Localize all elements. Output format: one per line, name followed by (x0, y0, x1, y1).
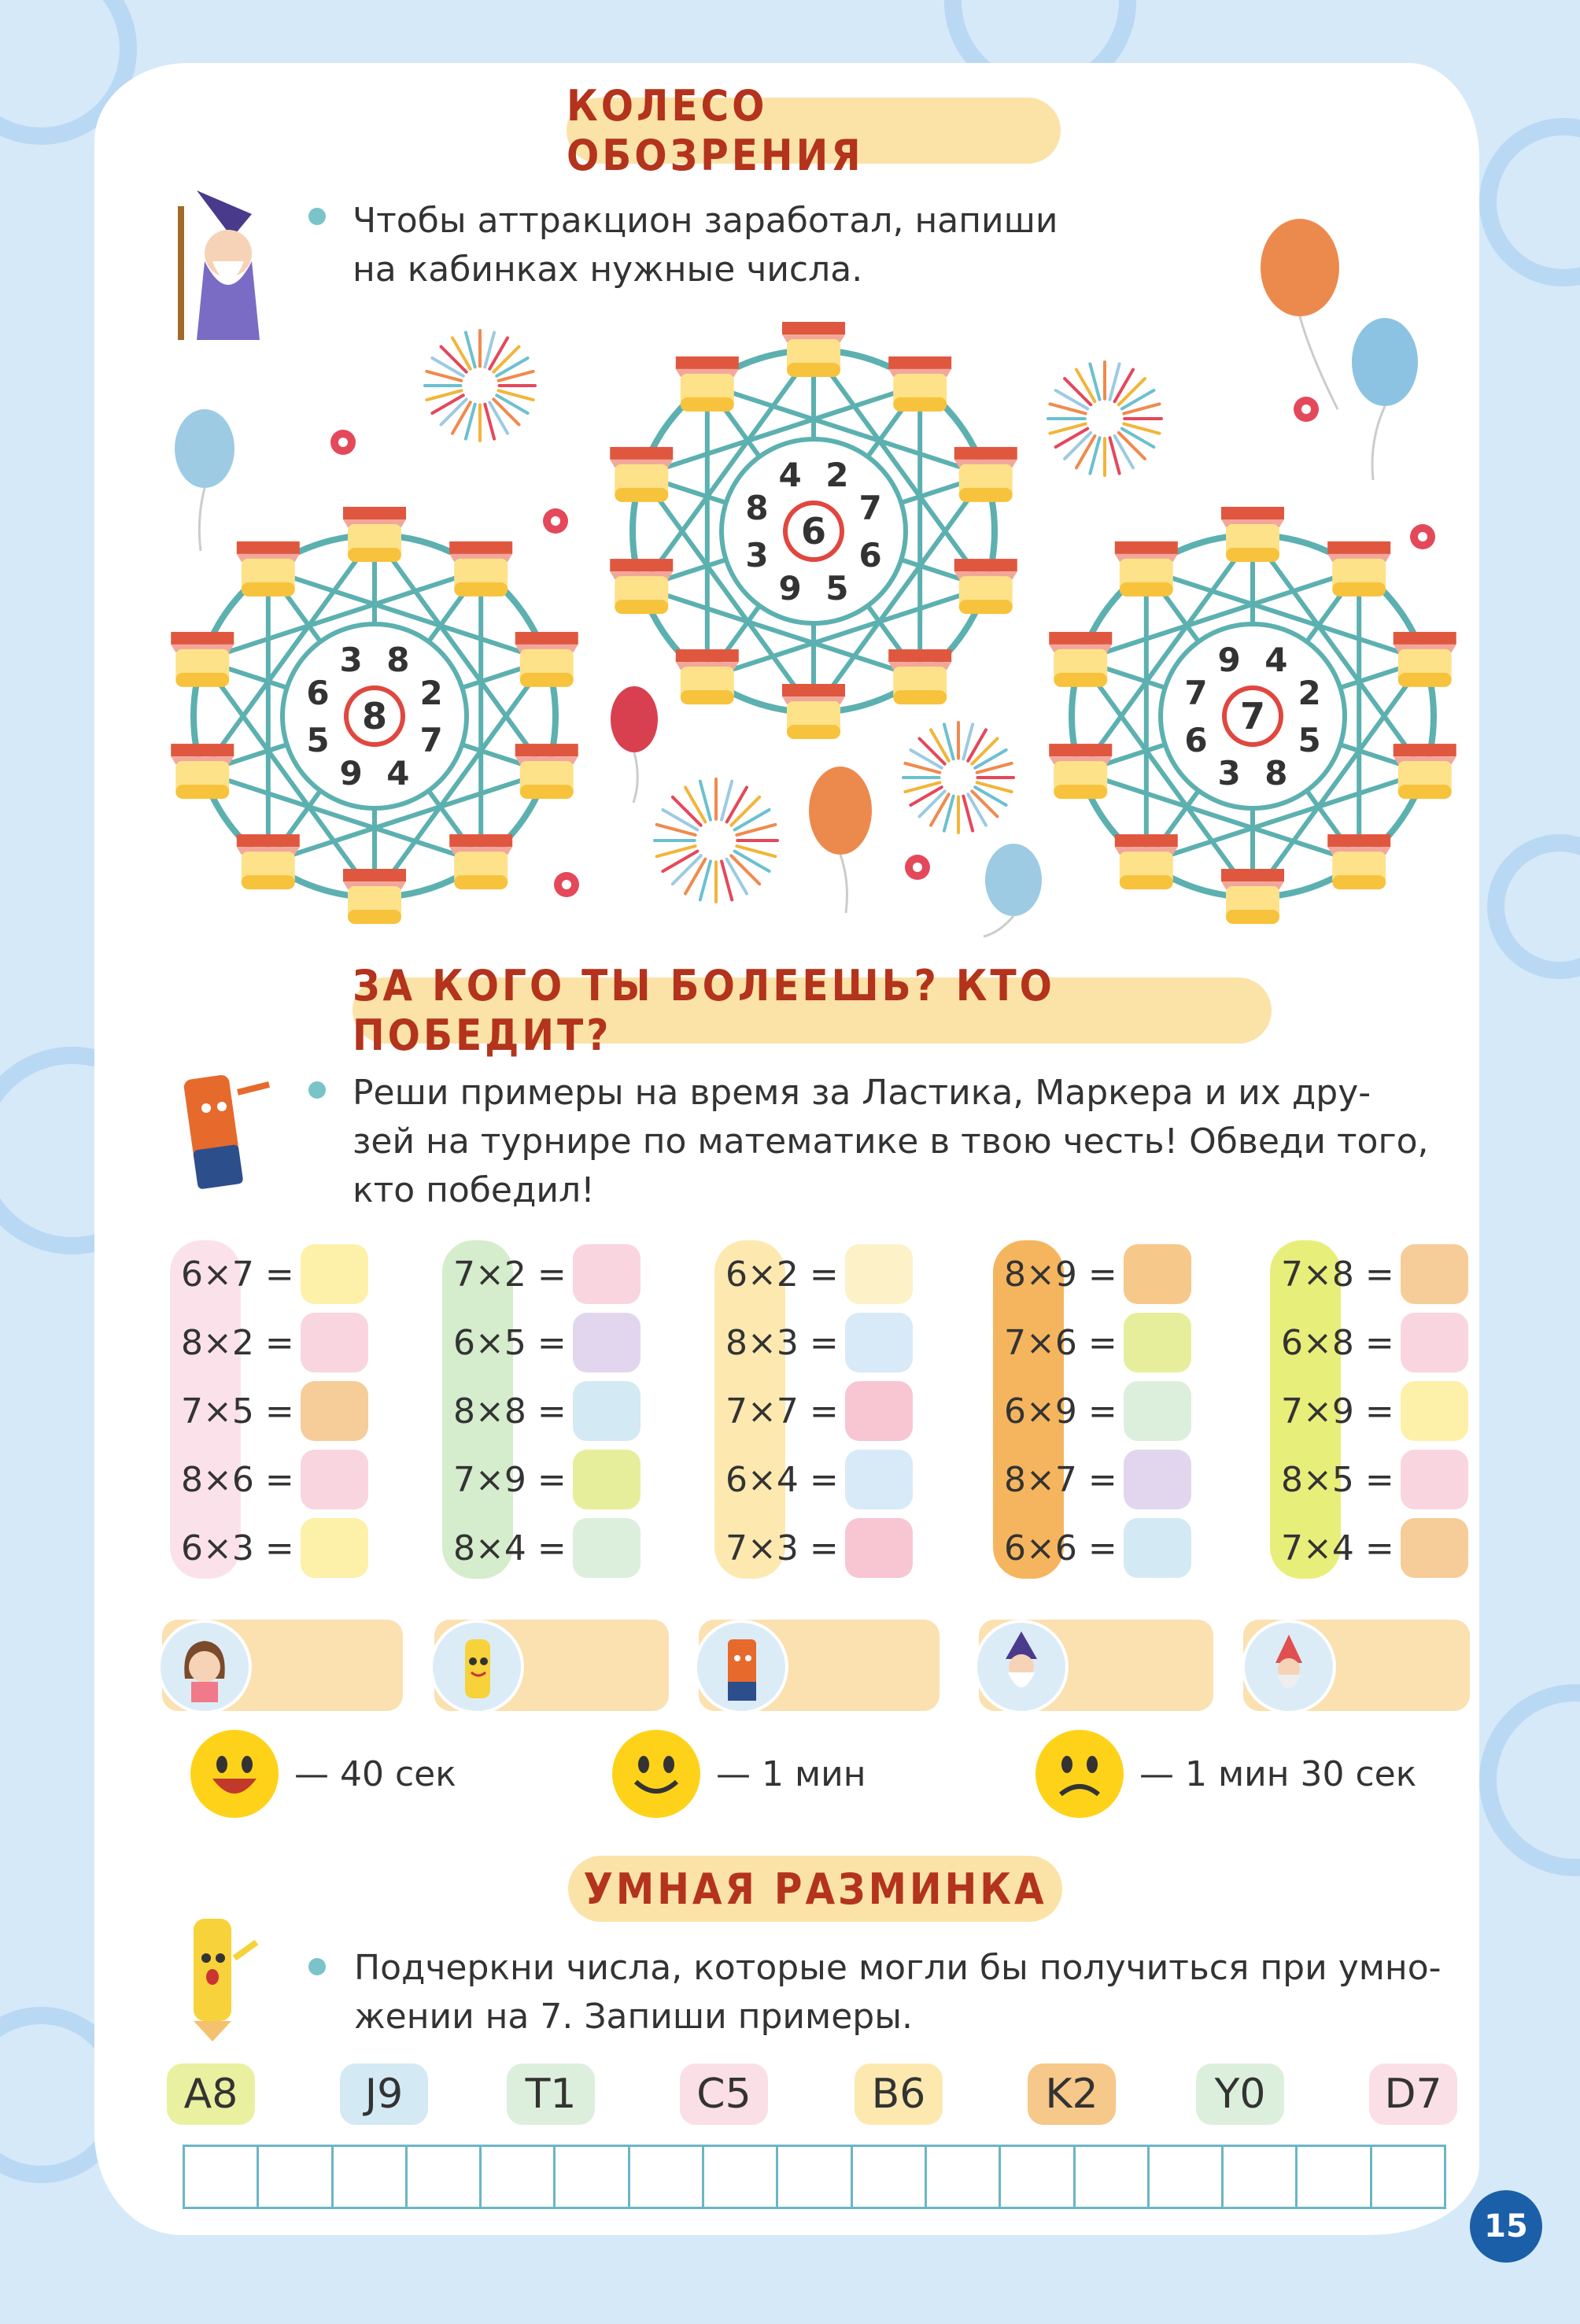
equation-text: 8×8 = (453, 1391, 567, 1432)
equation-text: 6×3 = (181, 1528, 294, 1568)
answer-box[interactable] (301, 1518, 368, 1578)
equation-row (1270, 1446, 1468, 1513)
avatar-eraser (694, 1620, 788, 1714)
firework-ray (673, 797, 701, 826)
equation-text: 6×6 = (1004, 1528, 1117, 1568)
wheel-number: 8 (1264, 754, 1288, 793)
equation-text: 8×2 = (181, 1322, 294, 1363)
equation-row (442, 1377, 640, 1445)
firework-ray (972, 791, 997, 816)
wheel-cabin[interactable] (1394, 744, 1456, 799)
grid-cell[interactable] (853, 2147, 927, 2207)
wheel-cabin[interactable] (1049, 744, 1112, 799)
code-card[interactable]: T1 (507, 2064, 595, 2125)
answer-box[interactable] (1124, 1518, 1191, 1578)
answer-box[interactable] (1401, 1381, 1468, 1441)
answer-box[interactable] (573, 1244, 640, 1304)
wheel-cabin[interactable] (1327, 541, 1390, 597)
wheel-cabin[interactable] (610, 447, 673, 502)
wheel-cabin[interactable] (1394, 632, 1456, 687)
firework-ray (1119, 379, 1145, 405)
code-card[interactable]: Y0 (1196, 2064, 1284, 2125)
wheel-center-number: 6 (800, 510, 827, 552)
code-card[interactable]: D7 (1369, 2064, 1457, 2125)
section-title-ferris-wheel: КОЛЕСО ОБОЗРЕНИЯ (567, 98, 1061, 164)
grid-cell[interactable] (482, 2147, 556, 2207)
wheel-number: 7 (858, 489, 882, 528)
wheel-number: 5 (306, 720, 330, 759)
equation-text: 8×4 = (453, 1528, 567, 1568)
grid-cell[interactable] (185, 2147, 259, 2207)
equation-row (442, 1446, 640, 1513)
equation-text: 7×7 = (725, 1391, 839, 1432)
wheel-number: 6 (1184, 720, 1208, 759)
task-line: Чтобы аттракцион заработал, напиши (353, 201, 1058, 241)
answer-box[interactable] (845, 1450, 913, 1509)
answer-box[interactable] (1124, 1313, 1191, 1373)
equation-row (993, 1446, 1191, 1513)
equation-text: 7×9 = (1281, 1391, 1394, 1432)
equation-text: 6×2 = (725, 1254, 839, 1295)
equation-text: 6×8 = (1281, 1322, 1394, 1363)
avatar-girl (157, 1620, 252, 1714)
wheel-cabin[interactable] (237, 834, 300, 889)
answer-box[interactable] (1124, 1381, 1191, 1441)
ferris-wheel (138, 480, 611, 952)
task-tournament-text (353, 1069, 1454, 1215)
equation-text: 8×6 = (181, 1459, 294, 1500)
wheel-number: 3 (745, 535, 769, 575)
wheel-number: 2 (1298, 674, 1321, 713)
wheel-number: 2 (825, 455, 849, 494)
firework-ray (1065, 379, 1091, 405)
task-line: Реши примеры на время за Ластика, Маркера и их дру- (353, 1073, 1371, 1113)
answer-box[interactable] (573, 1313, 640, 1373)
grid-cell[interactable] (556, 2147, 629, 2207)
gnome-icon (1253, 1631, 1324, 1702)
equation-row (442, 1514, 640, 1582)
wheel-center-number: 7 (1239, 695, 1266, 737)
code-card[interactable]: C5 (680, 2064, 768, 2125)
grid-cell[interactable] (1001, 2147, 1075, 2207)
equation-text: 7×2 = (453, 1254, 567, 1295)
legend-item (612, 1730, 866, 1818)
wheel-cabin[interactable] (1115, 541, 1178, 597)
grid-cell[interactable] (778, 2147, 852, 2207)
wheel-cabin[interactable] (515, 632, 578, 687)
wheel-cabin[interactable] (515, 744, 578, 799)
wheel-cabin[interactable] (676, 649, 739, 704)
girl-icon (169, 1631, 240, 1702)
section-title-warmup: УМНАЯ РАЗМИНКА (568, 1856, 1062, 1922)
sad-face-icon (1035, 1730, 1124, 1818)
task-line: Подчеркни числа, которые могли бы получиться при умно- (354, 1948, 1442, 1988)
grid-cell[interactable] (259, 2147, 333, 2207)
firework-ray (493, 347, 519, 372)
legend-item (190, 1730, 456, 1818)
wheel-cabin[interactable] (1049, 632, 1112, 687)
wheel-number: 4 (778, 455, 802, 494)
section-title-tournament: ЗА КОГО ТЫ БОЛЕЕШЬ? КТО ПОБЕДИТ? (353, 977, 1272, 1044)
answer-box[interactable] (301, 1244, 368, 1304)
equation-row (714, 1514, 913, 1582)
wheel-cabin[interactable] (343, 869, 406, 924)
wheel-number: 4 (386, 754, 410, 793)
wheel-cabin[interactable] (1221, 869, 1284, 924)
wheel-number: 6 (858, 535, 882, 575)
grid-cell[interactable] (704, 2147, 778, 2207)
answer-box[interactable] (1401, 1450, 1468, 1509)
wheel-number: 4 (1264, 640, 1288, 679)
firework-ray (441, 399, 467, 424)
page-number: 15 (1470, 2190, 1542, 2263)
avatar-wizard (974, 1620, 1069, 1714)
equation-row (170, 1446, 368, 1513)
task-line: на кабинках нужные числа. (353, 249, 863, 290)
eraser-character (159, 1061, 285, 1195)
wheel-cabin[interactable] (1221, 507, 1284, 562)
grid-cell[interactable] (927, 2147, 1001, 2207)
equation-row (1270, 1514, 1468, 1582)
equation-text: 7×8 = (1281, 1254, 1394, 1295)
wheel-number: 5 (1298, 720, 1321, 759)
wheel-number: 3 (339, 640, 363, 679)
task-warmup-text (354, 1944, 1456, 2041)
wheel-cabin[interactable] (782, 684, 845, 739)
code-card[interactable]: B6 (855, 2064, 943, 2125)
bullet-dot (308, 1958, 326, 1975)
equation-text: 6×9 = (1004, 1391, 1117, 1432)
code-card[interactable]: K2 (1028, 2064, 1116, 2125)
answer-box[interactable] (573, 1518, 640, 1578)
equation-text: 7×3 = (725, 1528, 839, 1568)
answer-box[interactable] (845, 1313, 913, 1373)
code-card[interactable]: А8 (167, 2064, 255, 2125)
wheel-cabin[interactable] (782, 322, 845, 377)
equation-text: 8×3 = (725, 1322, 839, 1363)
grid-cell[interactable] (1298, 2147, 1371, 2207)
equation-text: 8×5 = (1281, 1459, 1394, 1500)
wheel-cabin[interactable] (954, 447, 1017, 502)
equation-text: 7×6 = (1004, 1322, 1117, 1363)
equation-row (714, 1446, 913, 1513)
equation-row (1270, 1309, 1468, 1376)
firework-ray (920, 791, 945, 816)
marker-icon (441, 1631, 512, 1702)
wheel-number: 5 (825, 569, 849, 608)
answer-box[interactable] (301, 1381, 368, 1441)
smile-face-icon (612, 1730, 700, 1818)
equation-text: 8×7 = (1004, 1459, 1117, 1500)
equation-row (993, 1309, 1191, 1376)
equation-row (714, 1377, 913, 1445)
equation-text: 7×9 = (453, 1459, 567, 1500)
wheel-number: 6 (306, 674, 330, 713)
wheel-number: 9 (339, 754, 363, 793)
answer-box[interactable] (845, 1244, 913, 1304)
answer-box[interactable] (301, 1313, 368, 1373)
wheel-cabin[interactable] (676, 357, 739, 412)
answer-box[interactable] (1401, 1244, 1468, 1304)
grid-cell[interactable] (1076, 2147, 1150, 2207)
equation-row (714, 1240, 913, 1308)
equation-row (170, 1240, 368, 1308)
ferris-wheel (578, 295, 1050, 767)
wheel-cabin[interactable] (449, 834, 512, 889)
task-line: зей на турнире по математике в твою честь! Обведи того, (353, 1121, 1429, 1162)
equation-row (993, 1240, 1191, 1308)
grid-cell[interactable] (1372, 2147, 1444, 2207)
wheel-number: 3 (1217, 754, 1241, 793)
answer-box[interactable] (573, 1450, 640, 1509)
firework-ray (731, 855, 759, 884)
wheel-cabin[interactable] (171, 632, 234, 687)
eraser-icon (706, 1631, 777, 1702)
answer-box[interactable] (573, 1381, 640, 1441)
grid-cell[interactable] (408, 2147, 482, 2207)
legend-item (1035, 1730, 1416, 1818)
answer-box[interactable] (1401, 1518, 1468, 1578)
wheel-cabin[interactable] (343, 507, 406, 562)
wheel-cabin[interactable] (449, 541, 512, 597)
grid-cell[interactable] (334, 2147, 408, 2207)
wheel-number: 9 (1217, 640, 1241, 679)
task-line: жении на 7. Запиши примеры. (354, 1997, 913, 2037)
bullet-dot (308, 1081, 326, 1099)
equation-text: 6×4 = (725, 1459, 839, 1500)
legend-text: — 40 сек (294, 1753, 456, 1794)
grid-cell[interactable] (1150, 2147, 1224, 2207)
equation-row (170, 1377, 368, 1445)
equation-text: 7×4 = (1281, 1528, 1394, 1568)
equation-row (1270, 1377, 1468, 1445)
ferris-wheel (1017, 480, 1489, 952)
firework-ray (441, 347, 467, 372)
background-ring (1479, 1684, 1580, 1876)
firework-ray (493, 399, 519, 424)
equation-row (714, 1309, 913, 1376)
wheel-cabin[interactable] (954, 559, 1017, 614)
wheel-cabin[interactable] (888, 649, 951, 704)
wheel-cabin[interactable] (1115, 834, 1178, 889)
equation-text: 8×9 = (1004, 1254, 1117, 1295)
code-card[interactable]: J9 (340, 2064, 428, 2125)
firework-ray (1119, 433, 1145, 459)
avatar-marker (430, 1620, 524, 1714)
wheel-cabin[interactable] (171, 744, 234, 799)
task-line: кто победил! (353, 1170, 595, 1210)
grid-cell[interactable] (1224, 2147, 1298, 2207)
wheel-cabin[interactable] (237, 541, 300, 597)
wheel-number: 8 (386, 640, 410, 679)
equation-text: 6×7 = (181, 1254, 294, 1295)
avatar-gnome (1242, 1620, 1336, 1714)
legend-text: — 1 мин 30 сек (1139, 1753, 1417, 1794)
equation-row (1270, 1240, 1468, 1308)
equation-row (442, 1309, 640, 1376)
equation-row (442, 1240, 640, 1308)
equation-row (993, 1377, 1191, 1445)
wizard-icon (986, 1631, 1057, 1702)
wheel-center-number: 8 (361, 695, 388, 737)
marker-character (162, 1911, 264, 2045)
answer-box[interactable] (1124, 1244, 1191, 1304)
equation-row (170, 1309, 368, 1376)
answer-grid[interactable] (183, 2145, 1446, 2209)
answer-box[interactable] (1401, 1313, 1468, 1373)
answer-box[interactable] (845, 1381, 913, 1441)
equation-text: 7×5 = (181, 1391, 294, 1432)
firework-ray (731, 797, 759, 826)
answer-box[interactable] (1124, 1450, 1191, 1509)
wheel-number: 7 (419, 720, 443, 759)
equation-row (170, 1514, 368, 1582)
equation-row (993, 1514, 1191, 1582)
wheel-cabin[interactable] (888, 357, 951, 412)
grin-face-icon (190, 1730, 279, 1818)
wheel-cabin[interactable] (1327, 834, 1390, 889)
wheel-cabin[interactable] (610, 559, 673, 614)
equation-text: 6×5 = (453, 1322, 567, 1363)
wheel-number: 9 (778, 569, 802, 608)
wheel-number: 8 (745, 489, 769, 528)
firework-ray (673, 855, 701, 884)
answer-box[interactable] (845, 1518, 913, 1578)
wheel-number: 2 (419, 674, 443, 713)
wheel-number: 7 (1184, 674, 1208, 713)
answer-box[interactable] (301, 1450, 368, 1509)
firework-ray (1065, 433, 1091, 459)
grid-cell[interactable] (630, 2147, 704, 2207)
legend-text: — 1 мин (716, 1753, 866, 1794)
